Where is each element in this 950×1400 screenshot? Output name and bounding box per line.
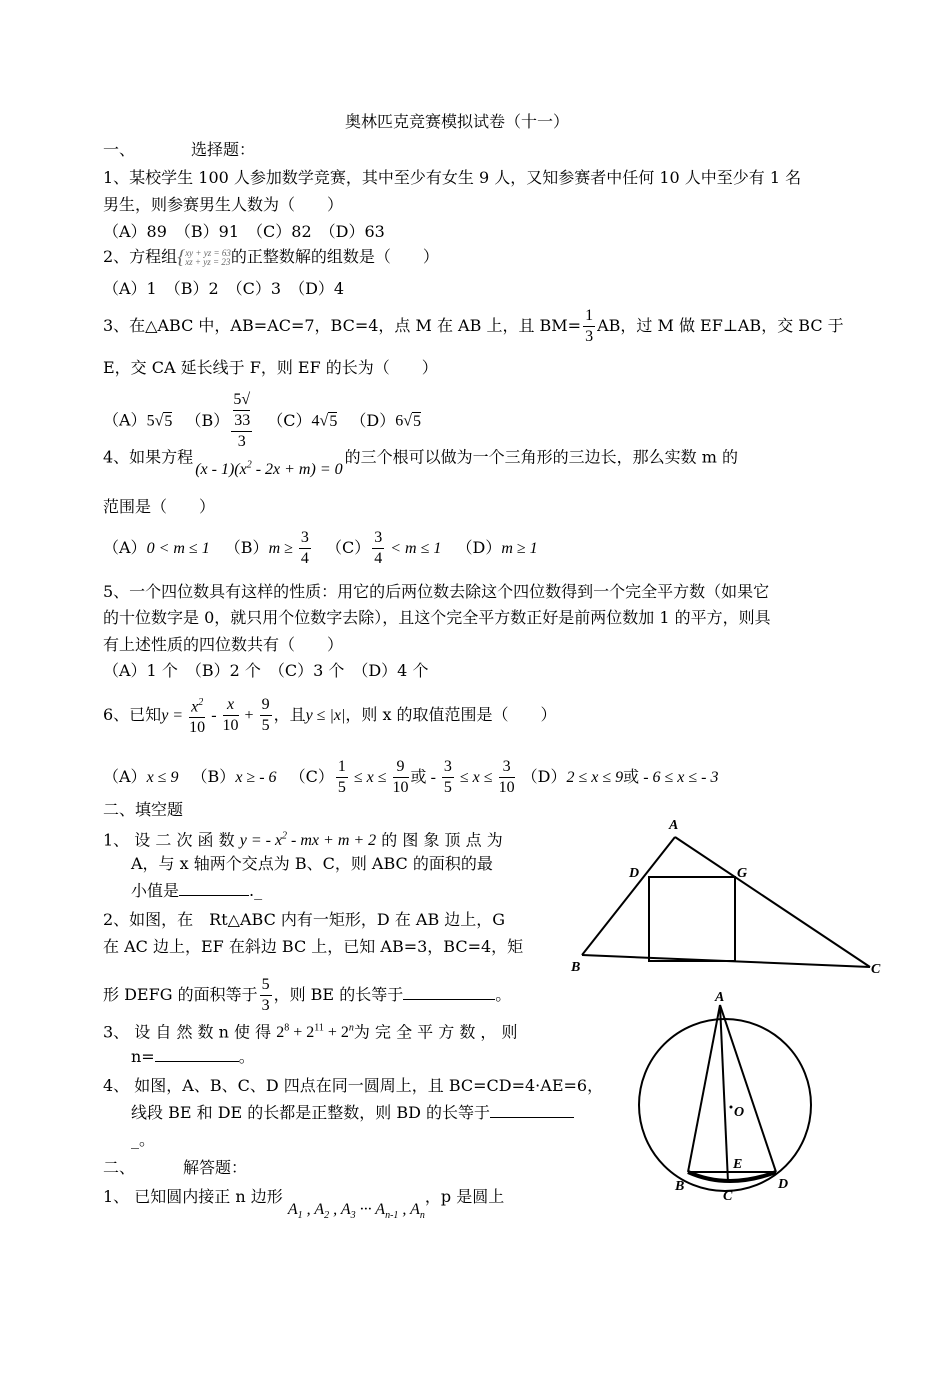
fig2-label-d: D (778, 1177, 789, 1192)
q3-fraction: $\frac{1}{3}$ (585, 307, 594, 345)
q4-options: （A）0 < m ≤ 1 （B）m ≥ $\frac{3}{4}$ （C） $\frac{3}{4}$ < m ≤ 1 （D）m ≥ 1 (103, 529, 538, 567)
q6-option-d-math: 2 ≤ x ≤ 9 (566, 769, 624, 786)
q5-options: （A）1 个 （B）2 个 （C）3 个 （D）4 个 (103, 661, 429, 680)
fig1-side-ab (582, 837, 675, 955)
f4-line1: 4、 如图，A、B、C、D 四点在同一圆周上，且 BC=CD=4·AE=6， (103, 1076, 604, 1095)
q4-line2: 范围是（ ） (103, 497, 216, 516)
section-3-heading: 二、 解答题： (103, 1158, 248, 1177)
q2-eq1: xy + yz = 63 (185, 247, 231, 258)
f2-line2: 在 AC 边上，EF 在斜边 BC 上，已知 AB=3，BC=4，矩 (103, 937, 524, 956)
q2-suffix: 的正整数解的组数是（ ） (230, 247, 439, 266)
f3-expression: $2^8 + 2^{11} + 2^n$ (276, 1023, 354, 1042)
q5-line3: 有上述性质的四位数共有（ ） (103, 635, 344, 654)
f4-line3: _。 (131, 1130, 156, 1149)
q3-suffix: AB，过 M 做 EF⊥AB，交 BC 于 (597, 316, 844, 335)
q2-equation-system: { xy + yz = 63 xz + yz = 23 (177, 246, 231, 268)
f1-function: y = - $x^2$ - mx + m + 2 (239, 831, 377, 850)
q4-line1: 4、如果方程$(x - 1)(x^2 - 2x + m) = 0$的三个根可以做为一个三角形的三边长，那么实数 m 的 (103, 447, 738, 479)
q6-line1: 6、已知y = $\frac{x^2}{10}$ - $\frac{x}{10}$ + $\frac{9}{5}$ ，且y ≤ |x|，则 x 的取值范围是（ ） (103, 693, 557, 738)
fig1-side-ac (675, 837, 870, 967)
f3-answer-blank[interactable] (155, 1061, 239, 1062)
section-2-heading: 二、填空题 (103, 800, 184, 819)
f1-line1: 1、 设 二 次 函 数 y = - $x^2$ - mx + m + 2 的 图 象 顶 点 为 (103, 830, 503, 850)
q3-option-c-math: 4√5 (311, 412, 338, 430)
a1-line1: 1、 已知圆内接正 n 边形 $A_1$ , $A_2$ , $A_3$ ··· $A_{n-1}$ , $A_n$，p 是圆上 (103, 1187, 505, 1222)
figure-circle (630, 990, 820, 1205)
section-1-number: 一、 (103, 140, 136, 159)
q4-option-d-math: m ≥ 1 (501, 540, 538, 557)
q2-eq2: xz + yz = 23 (185, 256, 231, 267)
fig2-center-dot (730, 1106, 733, 1109)
fig2-segment-ab (688, 1005, 720, 1172)
q3-option-a-math: 5√5 (146, 412, 173, 430)
q4-option-a-math: 0 < m ≤ 1 (146, 540, 210, 557)
q4-equation: $(x - 1)(x^2 - 2x + m) = 0$ (195, 460, 343, 479)
q3-line2: E，交 CA 延长线于 F，则 EF 的长为（ ） (103, 358, 438, 377)
fig2-label-e: E (733, 1157, 743, 1172)
fig1-label-c: C (871, 962, 881, 977)
q4-option-c-math: $\frac{3}{4}$ (374, 529, 383, 567)
fig2-label-a: A (715, 990, 725, 1005)
fig1-label-d: D (629, 866, 640, 881)
f2-answer-blank[interactable] (403, 999, 495, 1000)
f1-line2: A，与 x 轴两个交点为 B、C，则 ABC 的面积的最 (131, 854, 493, 873)
figure-triangle-rectangle (565, 815, 895, 980)
q2-prefix: 2、方程组 (103, 247, 178, 266)
section-1-name: 选择题： (191, 140, 256, 159)
q1-options: （A）89 （B）91 （C）82 （D）63 (103, 222, 385, 241)
q5-line2: 的十位数字是 0，就只用个位数字去除），且这个完全平方数正好是前两位数加 1 的平方，则具 (103, 608, 771, 627)
f2-line1: 2、如图，在 Rt△ABC 内有一矩形，D 在 AB 边上，G (103, 910, 506, 929)
q6-option-c-math: $\frac{1}{5}$ (337, 758, 346, 796)
section-1-heading (103, 139, 255, 161)
q1-line1: 1、某校学生 100 人参加数学竞赛，其中至少有女生 9 人，又知参赛者中任何 10 人中至少有 1 名 (103, 168, 802, 187)
q1-line2: 男生，则参赛男生人数为（ ） (103, 195, 344, 214)
q3-options: （A）5√5 （B） 5√ 33 3 （C）4√5 （D）6√5 (103, 391, 422, 450)
fig2-arc-bcd (688, 1172, 776, 1181)
f3-line1: 3、 设 自 然 数 n 使 得 $2^8 + 2^{11} + 2^n$为 完 全 平 方 数 ， 则 (103, 1022, 518, 1042)
q5-line1: 5、一个四位数具有这样的性质：用它的后两位数去除这个四位数得到一个完全平方数（如果它 (103, 582, 770, 601)
q6-options: （A）x ≤ 9 （B）x ≥ - 6 （C） $\frac{1}{5}$ ≤ x ≤ $\frac{9}{10}$ 或 - $\frac{3}{5}$ ≤ x ≤ $\frac{3}{10}$ （D）2 ≤ x ≤ 9或 - 6 ≤ x ≤ - 3 (103, 758, 719, 796)
q6-condition: y ≤ |x| (305, 707, 346, 725)
q3-line1 (103, 306, 844, 347)
f1-answer-blank[interactable] (179, 895, 249, 896)
fig1-rectangle (649, 877, 735, 961)
f3-line2: n= 。 (131, 1047, 255, 1066)
q4-option-b-math: m ≥ (268, 540, 297, 557)
q3-prefix: 3、在△ABC 中，AB=AC=7，BC=4，点 M 在 AB 上，且 BM= (103, 316, 582, 335)
q6-option-a-math: x ≤ 9 (146, 769, 179, 786)
f4-answer-blank[interactable] (490, 1117, 574, 1118)
q3-option-d-math: 6√5 (395, 412, 422, 430)
fig2-label-o: O (734, 1105, 745, 1120)
f4-line2: 线段 BE 和 DE 的长都是正整数，则 BD 的长等于 (131, 1102, 574, 1124)
q6-function: y = (161, 707, 188, 725)
q2-stem (103, 246, 439, 268)
fig2-label-c: C (723, 1189, 733, 1204)
f2-line3: 形 DEFG 的面积等于 $\frac{5}{3}$ ，则 BE 的长等于 。 (103, 976, 512, 1014)
fig1-label-a: A (669, 818, 679, 833)
f1-line3: 小值是 ._ (131, 881, 263, 900)
q6-option-b-math: x ≥ - 6 (235, 769, 277, 786)
q3-option-b-math: 5√ 33 3 (231, 390, 252, 452)
f2-fraction: $\frac{5}{3}$ (261, 976, 270, 1014)
fig1-label-b: B (571, 960, 581, 975)
page-title: 奥林匹克竞赛模拟试卷（十一） (345, 112, 570, 131)
fig2-segment-ac (720, 1005, 728, 1182)
q2-options: （A）1 （B）2 （C）3 （D）4 (103, 279, 345, 298)
a1-polygon-vertices: $A_1$ , $A_2$ , $A_3$ ··· $A_{n-1}$ , $A_n$ (287, 1201, 425, 1222)
fig1-label-g: G (737, 866, 748, 881)
fig2-label-b: B (675, 1179, 685, 1194)
